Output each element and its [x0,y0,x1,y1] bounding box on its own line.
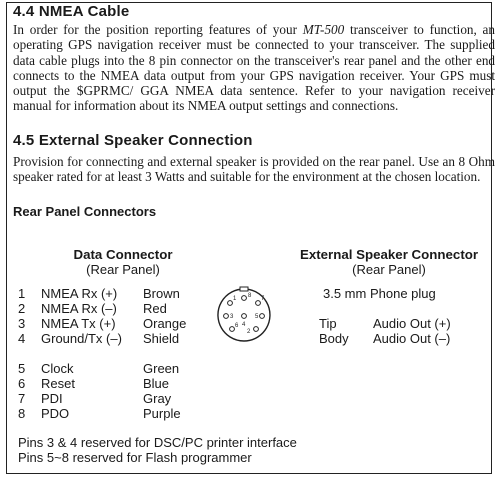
data-connector-title: Data Connector [73,247,173,262]
pin-wire-color: Shield [143,331,180,346]
pin-hole [230,327,235,332]
rear-panel-heading: Rear Panel Connectors [13,204,157,219]
pin-signal: NMEA Rx (–) [41,301,117,316]
speaker-terminal: Tip [319,316,337,331]
pin-wire-color: Blue [143,376,170,391]
pin-signal: NMEA Rx (+) [41,286,118,301]
pin-signal: PDI [41,391,63,406]
pin-number: 7 [18,391,26,406]
speaker-connector-title: External Speaker Connector [299,247,479,262]
pin-signal: PDO [41,406,70,421]
speaker-plug-type: 3.5 mm Phone plug [323,286,436,301]
connector-key-notch [240,287,248,291]
pin-number: 5 [18,361,26,376]
pin-number: 8 [18,406,26,421]
connector-pin-label: 8 [248,293,252,299]
eight-pin-connector-diagram [214,286,274,344]
data-connector-subtitle: (Rear Panel) [86,262,160,277]
speaker-signal: Audio Out (–) [373,331,451,346]
pin-signal: Ground/Tx (–) [41,331,122,346]
pin-hole [254,327,259,332]
pin-hole [228,301,233,306]
connector-pin-label: 3 [230,314,234,320]
connector-pin-label: 5 [255,314,259,320]
pin-wire-color: Brown [143,286,180,301]
speaker-terminal: Body [319,331,349,346]
speaker-paragraph: Provision for connecting and external speaker is provided on the rear panel. Use an 8 Ohm speaker rated for at least 3 Watts and suitable for the environment at the chosen location. [13,154,495,185]
connector-pin-label: 4 [242,322,246,328]
pin-wire-color: Red [143,301,167,316]
pin-number: 1 [18,286,26,301]
connector-pin-label: 7 [261,296,265,302]
pin-hole [224,314,229,319]
pin-number: 2 [18,301,26,316]
pin-hole [260,314,265,319]
connector-pin-label: 2 [247,329,251,335]
section-title-external-speaker: 4.5 External Speaker Connection [13,132,253,149]
nmea-para-after: transceiver to function, an operating GPS navigation receiver must be connected to your transceiver. The supplied data cable plugs into the 8 pin connector on the transceiver's rear panel and the other end connects to the NMEA data output from your GPS navigation receiver. Your GPS must output the $GPRMC/ GGA NMEA data sentence. Refer to your navigation receiver manual for information about its NMEA output settings and connections. [13,22,495,114]
pin-signal: Clock [41,361,74,376]
model-name: MT-500 [302,22,345,37]
pin-wire-color: Purple [143,406,181,421]
pin-number: 4 [18,331,26,346]
pin-hole [256,301,261,306]
nmea-cable-paragraph [13,22,495,114]
pin-number: 3 [18,316,26,331]
nmea-para-before: In order for the position reporting features of your [13,22,303,37]
pin-hole [242,296,247,301]
speaker-connector-subtitle: (Rear Panel) [352,262,426,277]
connector-pin-label: 6 [235,323,239,329]
note-line: Pins 5~8 reserved for Flash programmer [18,450,252,465]
pin-hole [242,314,247,319]
pin-signal: NMEA Tx (+) [41,316,116,331]
section-title-nmea-cable: 4.4 NMEA Cable [13,3,130,20]
pin-wire-color: Gray [143,391,172,406]
speaker-signal: Audio Out (+) [373,316,451,331]
pin-wire-color: Green [143,361,180,376]
pin-wire-color: Orange [143,316,187,331]
pin-signal: Reset [41,376,75,391]
note-line: Pins 3 & 4 reserved for DSC/PC printer interface [18,435,297,450]
connector-pin-label: 1 [233,296,237,302]
pin-number: 6 [18,376,26,391]
